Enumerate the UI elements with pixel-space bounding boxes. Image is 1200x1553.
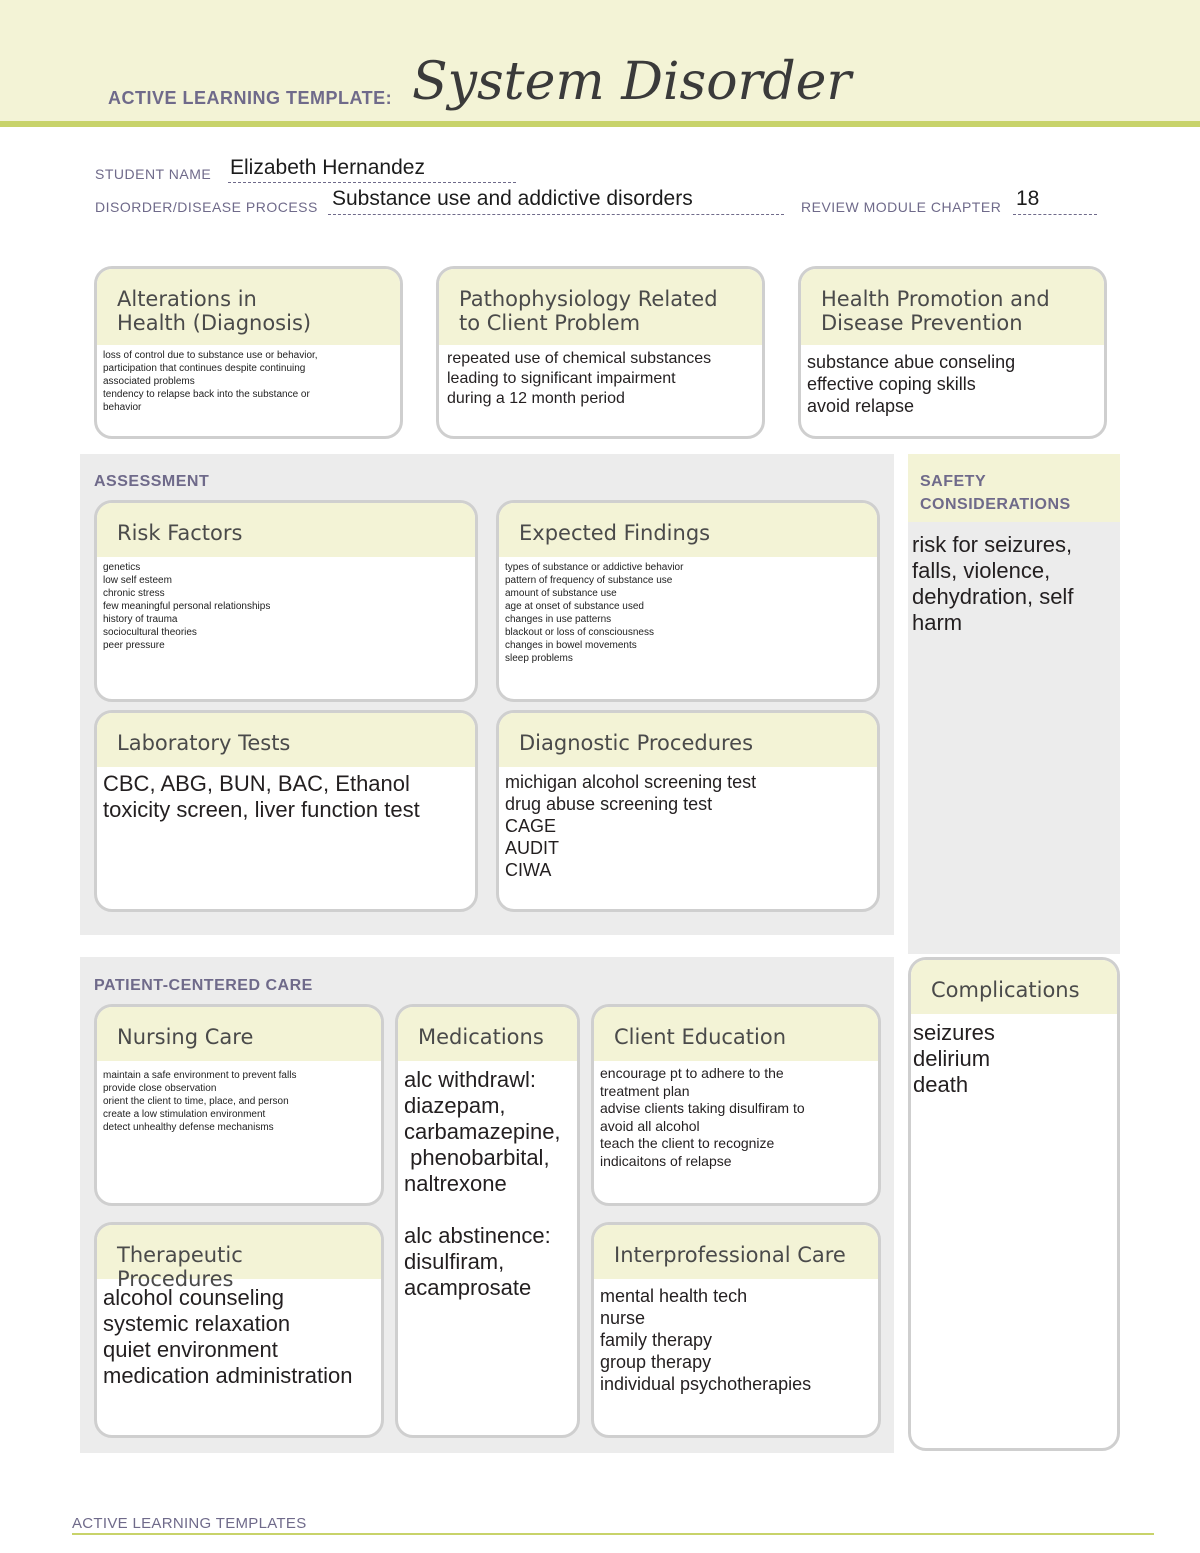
- safety-title: SAFETY CONSIDERATIONS: [908, 454, 1120, 522]
- risk-factors-text[interactable]: genetics low self esteem chronic stress few meaningful personal relationships history of trauma sociocultural theories peer pressure: [103, 562, 271, 651]
- nursing-care-title: Nursing Care: [97, 1007, 381, 1061]
- complications-title: Complications: [911, 960, 1117, 1014]
- laboratory-tests-title: Laboratory Tests: [97, 713, 475, 767]
- footer-rule: [72, 1533, 1154, 1535]
- client-education-card: [591, 1004, 881, 1206]
- footer-label: ACTIVE LEARNING TEMPLATES: [72, 1515, 307, 1532]
- alterations-card: [94, 266, 403, 439]
- safety-panel: [908, 454, 1120, 954]
- therapeutic-procedures-card: [94, 1222, 384, 1438]
- medications-title: Medications: [398, 1007, 577, 1061]
- risk-factors-title: Risk Factors: [97, 503, 475, 557]
- patient-care-label: PATIENT-CENTERED CARE: [94, 977, 313, 994]
- student-name-field[interactable]: Elizabeth Hernandez: [230, 156, 425, 179]
- client-education-text[interactable]: encourage pt to adhere to the treatment plan advise clients taking disulfiram to avoid all alcohol teach the client to recognize indicaitons of relapse: [600, 1065, 805, 1169]
- interprofessional-care-title: Interprofessional Care: [594, 1225, 878, 1279]
- pathophysiology-title: Pathophysiology Related to Client Problem: [439, 269, 762, 345]
- health-promotion-card: [798, 266, 1107, 439]
- laboratory-tests-text[interactable]: CBC, ABG, BUN, BAC, Ethanol toxicity screen, liver function test: [103, 771, 420, 822]
- chapter-field[interactable]: 18: [1016, 187, 1040, 210]
- risk-factors-card: [94, 500, 478, 702]
- pathophysiology-text[interactable]: repeated use of chemical substances leading to significant impairment during a 12 month period: [447, 350, 712, 407]
- disorder-line: [328, 214, 784, 215]
- expected-findings-text[interactable]: types of substance or addictive behavior pattern of frequency of substance use amount of substance use age at onset of substance used changes in use patterns blackout or loss of consciousness changes in bowel movements sleep problems: [505, 562, 684, 664]
- disorder-field[interactable]: Substance use and addictive disorders: [332, 187, 693, 210]
- alterations-title: Alterations in Health (Diagnosis): [97, 269, 400, 345]
- expected-findings-title: Expected Findings: [499, 503, 877, 557]
- student-name-label: STUDENT NAME: [95, 166, 212, 182]
- disorder-label: DISORDER/DISEASE PROCESS: [95, 199, 318, 215]
- diagnostic-procedures-text[interactable]: michigan alcohol screening test drug abuse screening test CAGE AUDIT CIWA: [505, 772, 757, 880]
- diagnostic-procedures-card: [496, 710, 880, 912]
- interprofessional-care-text[interactable]: mental health tech nurse family therapy group therapy individual psychotherapies: [600, 1286, 812, 1394]
- therapeutic-procedures-title: Therapeutic Procedures: [97, 1225, 381, 1279]
- student-name-line: [228, 182, 516, 183]
- chapter-line: [1013, 214, 1097, 215]
- template-label: ACTIVE LEARNING TEMPLATE:: [108, 88, 393, 108]
- assessment-label: ASSESSMENT: [94, 473, 210, 490]
- medications-text[interactable]: alc withdrawl: diazepam, carbamazepine, phenobarbital, naltrexone alc abstinence: disulfiram, acamprosate: [404, 1067, 561, 1300]
- therapeutic-procedures-text[interactable]: alcohol counseling systemic relaxation quiet environment medication administration: [103, 1285, 353, 1388]
- health-promotion-text[interactable]: substance abue conseling effective coping skills avoid relapse: [807, 352, 1016, 416]
- chapter-label: REVIEW MODULE CHAPTER: [801, 199, 1002, 215]
- diagnostic-procedures-title: Diagnostic Procedures: [499, 713, 877, 767]
- header-rule: [0, 121, 1200, 127]
- pathophysiology-card: [436, 266, 765, 439]
- nursing-care-text[interactable]: maintain a safe environment to prevent falls provide close observation orient the client to time, place, and person create a low stimulation environment detect unhealthy defense mechanisms: [103, 1070, 297, 1133]
- template-title: System Disorder: [412, 52, 852, 112]
- laboratory-tests-card: [94, 710, 478, 912]
- medications-card: [395, 1004, 580, 1438]
- interprofessional-care-card: [591, 1222, 881, 1438]
- client-education-title: Client Education: [594, 1007, 878, 1061]
- complications-card: [908, 957, 1120, 1451]
- health-promotion-title: Health Promotion and Disease Prevention: [801, 269, 1104, 345]
- complications-text[interactable]: seizures delirium death: [913, 1020, 995, 1097]
- nursing-care-card: [94, 1004, 384, 1206]
- alterations-text[interactable]: loss of control due to substance use or behavior, participation that continues despite continuing associated problems tendency to relapse back into the substance or behavior: [103, 350, 318, 413]
- safety-text[interactable]: risk for seizures, falls, violence, dehydration, self harm: [912, 532, 1074, 635]
- expected-findings-card: [496, 500, 880, 702]
